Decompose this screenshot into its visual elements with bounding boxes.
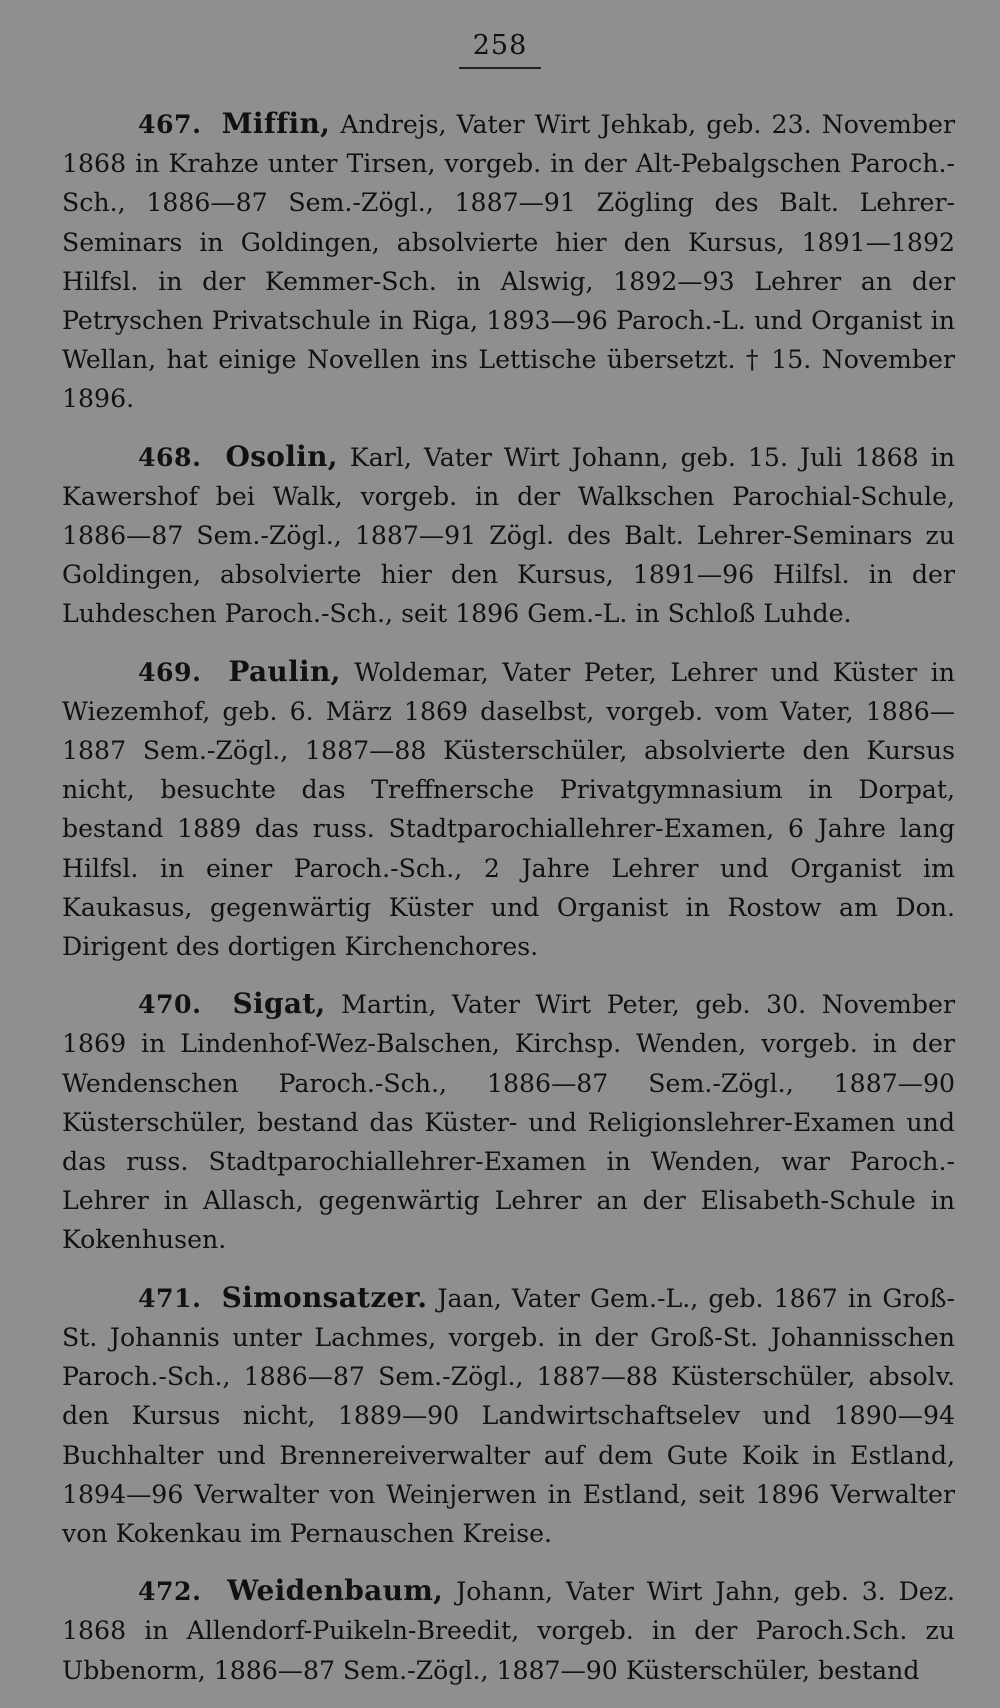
entry-surname: Osolin,	[225, 439, 338, 473]
entry-472	[62, 1571, 955, 1690]
entry-number: 471.	[138, 1282, 202, 1313]
entry-number: 468.	[138, 441, 202, 472]
entry-body: Woldemar, Vater Peter, Lehrer und Küster in Wiezemhof, geb. 6. März 1869 daselbst, vorgeb. vom Vater, 1886—1887 Sem.-Zögl., 1887—88 Küsterschüler, absolvierte den Kursus nicht, besuchte das Treffnersche Privatgymnasium in Dorpat, bestand 1889 das russ. Stadtparochiallehrer-Examen, 6 Jahre lang Hilfsl. in einer Paroch.-Sch., 2 Jahre Lehrer und Organist im Kaukasus, gegenwärtig Küster und Organist in Rostow am Don. Dirigent des dortigen Kirchenchores.	[62, 657, 956, 962]
entry-body: Andrejs, Vater Wirt Jehkab, geb. 23. November 1868 in Krahze unter Tirsen, vorgeb. in der Alt-Pebalgschen Paroch.-Sch., 1886—87 Sem.-Zögl., 1887—91 Zögling des Balt. Lehrer-Seminars in Goldingen, absolvierte hier den Kursus, 1891—1892 Hilfsl. in der Kemmer-Sch. in Alswig, 1892—93 Lehrer an der Petryschen Privatschule in Riga, 1893—96 Paroch.-L. und Organist in Wellan, hat einige Novellen ins Lettische übersetzt. † 15. November 1896.	[62, 110, 956, 414]
entry-467	[62, 104, 955, 419]
entry-471	[62, 1278, 955, 1553]
entry-list	[62, 104, 955, 1708]
entry-number: 467.	[138, 109, 202, 139]
entry-body: Johann, Vater Wirt Jahn, geb. 3. Dez. 1868 in Allendorf-Puikeln-Breedit, vorgeb. in der Paroch.Sch. zu Ubbenorm, 1886—87 Sem.-Zögl., 1887—90 Küsterschüler, bestand	[62, 1577, 955, 1685]
entry-surname: Weidenbaum,	[227, 1574, 444, 1608]
entry-number: 470.	[138, 989, 202, 1020]
page-header	[0, 30, 1000, 69]
entry-469	[62, 652, 955, 967]
entry-body: Karl, Vater Wirt Johann, geb. 15. Juli 1868 in Kawershof bei Walk, vorgeb. in der Walkschen Parochial-Schule, 1886—87 Sem.-Zögl., 1887—91 Zögl. des Balt. Lehrer-Seminars zu Goldingen, absolvierte hier den Kursus, 1891—96 Hilfsl. in der Luhdeschen Paroch.-Sch., seit 1896 Gem.-L. in Schloß Luhde.	[62, 442, 955, 629]
entry-surname: Simonsatzer.	[221, 1280, 428, 1314]
entry-468	[62, 437, 955, 634]
entry-surname: Paulin,	[228, 654, 341, 688]
entry-number: 472.	[138, 1576, 202, 1607]
entry-number: 469.	[138, 656, 202, 687]
page-number: 258	[459, 30, 541, 69]
entry-470	[62, 984, 955, 1259]
entry-surname: Miffin,	[221, 107, 331, 140]
entry-body: Jaan, Vater Gem.-L., geb. 1867 in Groß-St. Johannis unter Lachmes, vorgeb. in der Groß-St. Johannisschen Paroch.-Sch., 1886—87 Sem.-Zögl., 1887—88 Küsterschüler, absolv. den Kursus nicht, 1889—90 Landwirtschaftselev und 1890—94 Buchhalter und Brennereiverwalter auf dem Gute Koik in Estland, 1894—96 Verwalter von Weinjerwen in Estland, seit 1896 Verwalter von Kokenkau im Pernauschen Kreise.	[62, 1283, 955, 1548]
entry-surname: Sigat,	[232, 987, 326, 1021]
entry-body: Martin, Vater Wirt Peter, geb. 30. November 1869 in Lindenhof-Wez-Balschen, Kirchsp. Wenden, vorgeb. in der Wendenschen Paroch.-Sch., 1886—87 Sem.-Zögl., 1887—90 Küsterschüler, bestand das Küster- und Religionslehrer-Examen und das russ. Stadtparochiallehrer-Examen in Wenden, war Paroch.-Lehrer in Allasch, gegenwärtig Lehrer an der Elisabeth-Schule in Kokenhusen.	[62, 990, 956, 1255]
